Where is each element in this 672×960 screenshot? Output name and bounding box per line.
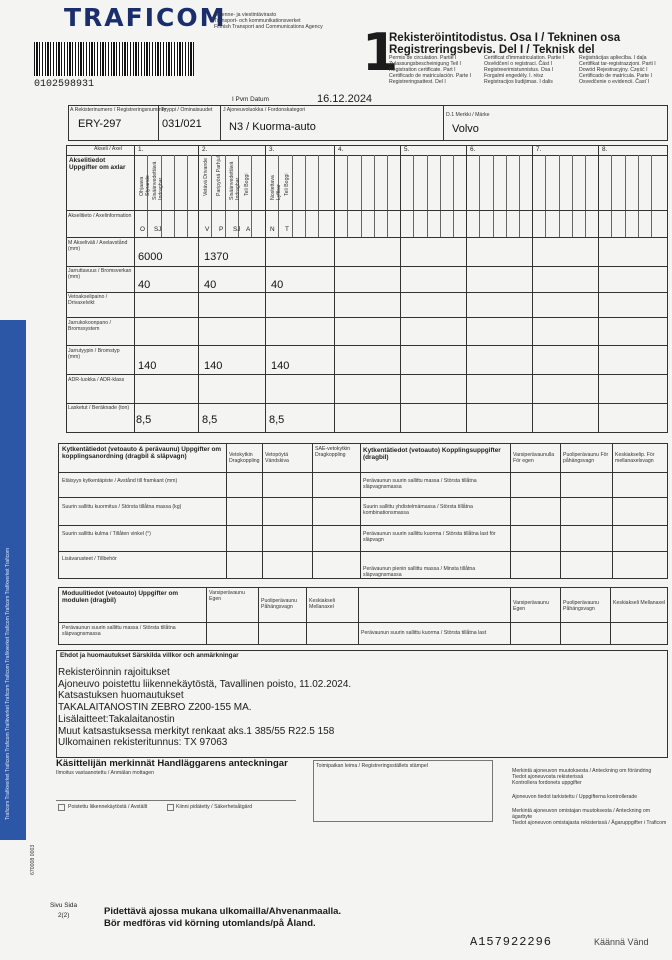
flag-v: V bbox=[205, 226, 210, 233]
axle-4-number: 4. bbox=[338, 146, 344, 153]
check2-label: Kiinni pidätetty / Säkerhetsåtgärd bbox=[176, 804, 253, 810]
coupling-col-e: Puoliperävaunu För påhängsvagn bbox=[563, 452, 609, 464]
row-label-brake-system: Jarrukokoonpano / Bromssystem bbox=[68, 320, 111, 332]
coupling-col-a: Vetokytkin Dragkoppling bbox=[229, 452, 260, 464]
col-liftable: Nostettava Lyftbar bbox=[270, 175, 282, 200]
module-right-col-c: Keskiakseli Mellanaxel bbox=[613, 600, 666, 606]
coupling-col-c: SAE-vetokytkin Dragkoppling bbox=[315, 446, 351, 458]
coupling-row-3: Suurin sallittu kulma / Tillåten vinkel (°) bbox=[62, 531, 151, 537]
page-label: Sivu Sida bbox=[50, 902, 77, 909]
axle-subcolumn-line bbox=[361, 155, 362, 237]
handler-title: Käsittelijän merkinnät Handläggarens anteckningar bbox=[56, 758, 288, 769]
axle-subcolumn-line bbox=[174, 155, 175, 237]
serial-number: A157922296 bbox=[470, 935, 553, 949]
axle-6-number: 6. bbox=[470, 146, 476, 153]
axle-subcolumn-line bbox=[545, 155, 546, 237]
coupling-col-f: Keskiakselip. För mellanaxelsvagn bbox=[615, 452, 655, 464]
carry-sv: Bör medföras vid körning utomlands/på Åland. bbox=[104, 918, 316, 929]
a-label: A Rekisterinumero / Registreringsnummer bbox=[70, 107, 167, 113]
axle-subcolumn-line bbox=[211, 155, 212, 237]
axle-subcolumn-line bbox=[453, 155, 454, 237]
axle-header-label: Akseli / Axel bbox=[94, 146, 122, 152]
axle-subcolumn-line bbox=[625, 155, 626, 237]
axle-subcolumn-line bbox=[506, 155, 507, 237]
axle-section-title: Akselitiedot Uppgifter om axlar bbox=[69, 157, 126, 172]
note-line-3: Katsastuksen huomautukset bbox=[58, 690, 184, 702]
d1-label: D.1 Merkki / Märke bbox=[446, 112, 490, 118]
col-bogie-2: Teli Boggi bbox=[284, 173, 290, 196]
vehicle-category: N3 / Kuorma-auto bbox=[229, 121, 316, 133]
coupling-right-row-2: Suurin sallittu yhdistelmämassa / Största tillåtna kombinationsmassa bbox=[363, 504, 473, 516]
col-steering: Ohjaava Styrande bbox=[139, 175, 151, 196]
handler-sub: Ilmoitus vastaanotettu / Anmälan mottagen bbox=[56, 770, 155, 776]
traficom-logo: TRAFICOM bbox=[64, 3, 227, 32]
coupling-title: Kytkentätiedot (vetoauto & perävaunu) Uppgifter om kopplingsanordning (dragbil & släpvagn) bbox=[62, 446, 222, 461]
module-row-1: Perävaunun suurin sallittu massa / Största tillåtna släpvagnsmassa bbox=[62, 625, 176, 637]
coupling-row-1: Etäisyys kytkentäpiste / Avstånd till framkant (mm) bbox=[62, 478, 178, 484]
axle-subcolumn-line bbox=[292, 155, 293, 237]
logo-subtitle: Liikenne- ja viestintävirasto Transport- och kommunikationsverket Finnish Transport and Communications Agency bbox=[214, 12, 323, 30]
module-col-a: Varsiperävaunu Egen bbox=[209, 590, 245, 602]
axle-subcolumn-line bbox=[585, 155, 586, 237]
axle-subcolumn-line bbox=[225, 155, 226, 237]
coupling-row-4: Lisävarusteet / Tillbehör bbox=[62, 556, 117, 562]
notes-lines bbox=[58, 667, 351, 749]
brake-axle-1: 140 bbox=[138, 360, 157, 372]
axle-subcolumn-line bbox=[519, 155, 520, 237]
flag-sj: SJ bbox=[154, 226, 162, 233]
axle-1-number: 1. bbox=[138, 146, 144, 153]
coupling-col-b: Vetopöytä Vändskiva bbox=[265, 452, 289, 464]
axle-subcolumn-line bbox=[440, 155, 441, 237]
axle-subcolumn-line bbox=[427, 155, 428, 237]
module-title: Moduulitiedot (vetoauto) Uppgifter om modulen (dragbil) bbox=[62, 590, 179, 605]
strip-text: Traficom Trafikverket Traficom Traficom Trafikverket Traficom Traficom Trafikverket Traficom Traficom Trafikverket Traficom bbox=[5, 547, 11, 820]
axle-subcolumn-line bbox=[493, 155, 494, 237]
axle-subcolumn-line bbox=[559, 155, 560, 237]
brake-axle-2: 140 bbox=[204, 360, 223, 372]
coupling-right-row-1: Perävaunun suurin sallittu massa / Största tillåtna släpvagnsmassa bbox=[363, 478, 477, 490]
axle-3-number: 3. bbox=[269, 146, 275, 153]
axle-subcolumn-line bbox=[572, 155, 573, 237]
axle-subcolumn-line bbox=[611, 155, 612, 237]
flag-a: A bbox=[246, 226, 251, 233]
date-label: I Pvm Datum bbox=[232, 96, 269, 103]
check1-label: Poistettu liikennekäytöstä / Avställt bbox=[68, 804, 148, 810]
note-line-7: Ulkomainen rekisteritunnus: TX 97063 bbox=[58, 737, 228, 749]
axle-subcolumn-line bbox=[347, 155, 348, 237]
brake-axle-3: 140 bbox=[271, 360, 290, 372]
row-label-brake-type: Jarrutyypin / Bromstyp (mm) bbox=[68, 348, 120, 360]
load-axle-2: 8,5 bbox=[202, 414, 218, 426]
model-label: Tyyppi / Ominaisuudet bbox=[161, 107, 213, 113]
module-col-b: Puoliperävaunu Påhängsvagn bbox=[261, 598, 298, 610]
barcode bbox=[34, 42, 194, 76]
note-line-5: Lisälaitteet:Takalaitanostin bbox=[58, 713, 175, 725]
side-code: 670008 0003 bbox=[30, 844, 36, 875]
track-axle-2: 40 bbox=[204, 279, 217, 291]
col-retractable: Sisäänvedettävä Indragbar bbox=[152, 161, 164, 200]
axle-subcolumn-line bbox=[638, 155, 639, 237]
flag-n: N bbox=[270, 226, 275, 233]
module-row-2: Perävaunun suurin sallittu kuorma / Största tillåtna last bbox=[361, 630, 487, 636]
language-titles: Permis de circulation. Partie I Zulassungsbescheinigung Teil I Registration certificate. Part I Certificado de matriculación. Parte I Registreringsattest. Del I Certificat d'immatriculation. Partie I Osvědčení o registraci. Část I Registreerimistunnistus. Osa I Forgalmi engedély. I. rész Registracijos liudijimas. I dalis Reģistrācijas apliecība. I daļa Certifikat tar-registrazzjoni. Parti I Dowód Rejestracyjny. Część I Certificado de matrícula. Parte I Osvedčenie o evidencii. Časť I bbox=[389, 55, 656, 85]
stamp-label: Toimipaikan leima / Registreringsställets stämpel bbox=[316, 763, 428, 769]
flag-sj-2: SJ bbox=[233, 226, 241, 233]
notes-title: Ehdot ja huomautukset Särskilda villkor och anmärkningar bbox=[60, 652, 239, 659]
col-bogie: Teli Boggi bbox=[244, 173, 250, 196]
coupling-right-row-3: Perävaunun suurin sallittu kuorma / Största tillåtna last för släpvagn bbox=[363, 531, 496, 543]
carry-fi: Pidettävä ajossa mukana ulkomailla/Ahvenanmaalla. bbox=[104, 906, 342, 917]
track-axle-1: 40 bbox=[138, 279, 151, 291]
wheelbase-axle-2: 1370 bbox=[204, 251, 229, 263]
axle-subcolumn-line bbox=[374, 155, 375, 237]
stamp-box bbox=[313, 760, 493, 822]
row-label-wheelbase: M Akseliväli / Axelavstånd (mm) bbox=[68, 240, 128, 252]
coupling-right-row-4: Perävaunun pienin sallittu massa / Minsta tillåtna släpvagnsmassa bbox=[363, 566, 476, 578]
security-strip bbox=[0, 320, 26, 840]
axle-subcolumn-line bbox=[305, 155, 306, 237]
note-line-6: Muut katsastuksessa merkityt renkaat aks.1 385/55 R22.5 158 bbox=[58, 725, 335, 737]
module-col-c: Keskiakseli Mellanaxel bbox=[309, 598, 335, 610]
row-label-adr: ADR-luokka / ADR-klass bbox=[68, 377, 125, 383]
j-label: J Ajoneuvoluokka / Fordonskategori bbox=[223, 107, 306, 113]
axle-subcolumn-line bbox=[318, 155, 319, 237]
module-right-col-a: Varsiperävaunu Egen bbox=[513, 600, 549, 612]
row-label-drive-axle: Vetoakselipaino / Drivaxelvikt bbox=[68, 294, 108, 306]
barcode-number: 0102598931 bbox=[34, 79, 95, 90]
handler-right-text: Merkintä ajoneuvon muutoksesta / Anteckning om förändring Tiedot ajoneuvosta rekisterissä Kontrollera fordonets uppgifter Ajoneuvon tiedot tarkistettu / Uppgifterna kontrollerade Merkintä ajoneuvon omistajan muutoksesta / Anteckning om ägarbyte Tiedot ajoneuvon omistajasta rekisterissä / Ägaruppgifter i Traficom bbox=[512, 768, 667, 826]
coupling-col-d: Varsiperävaunulla För egen bbox=[513, 452, 555, 464]
wheelbase-axle-1: 6000 bbox=[138, 251, 163, 263]
axle-subcolumn-line bbox=[413, 155, 414, 237]
coupling-row-2: Suurin sallittu kuormitus / Största tillåtna massa (kg) bbox=[62, 504, 182, 510]
date-value: 16.12.2024 bbox=[317, 93, 373, 105]
part-number: 1 bbox=[362, 23, 399, 83]
axle-7-number: 7. bbox=[536, 146, 542, 153]
note-line-4: TAKALAITANOSTIN ZEBRO Z200-155 MA. bbox=[58, 702, 252, 714]
avstallt-checkbox[interactable] bbox=[58, 804, 65, 811]
axle-2-number: 2. bbox=[202, 146, 208, 153]
axle-subcolumn-line bbox=[251, 155, 252, 237]
flag-t: T bbox=[285, 226, 289, 233]
load-axle-1: 8,5 bbox=[136, 414, 152, 426]
track-axle-3: 40 bbox=[271, 279, 284, 291]
model-value: 031/021 bbox=[162, 118, 202, 130]
note-line-1: Rekisteröinnin rajoitukset bbox=[58, 667, 170, 678]
page-value: 2(2) bbox=[58, 912, 70, 919]
col-twin-wheel: Paripyörä Parhjul bbox=[216, 156, 222, 196]
axle-subcolumn-line bbox=[479, 155, 480, 237]
note-line-2: Ajoneuvo poistettu liikennekäytöstä, Tavallinen poisto, 11.02.2024. bbox=[58, 678, 352, 690]
axle-subcolumn-line bbox=[651, 155, 652, 237]
axle-subcolumn-line bbox=[387, 155, 388, 237]
make-value: Volvo bbox=[452, 123, 479, 135]
row-label-track: Jarruttavuus / Bromsverkan (mm) bbox=[68, 268, 132, 280]
seized-checkbox[interactable] bbox=[167, 804, 174, 811]
module-right-col-b: Puoliperävaunu Påhängsvagn bbox=[563, 600, 600, 612]
load-axle-3: 8,5 bbox=[269, 414, 285, 426]
row-label-calculated: Lasketut / Beräknade (ton) bbox=[68, 405, 130, 411]
axle-subcolumn-line bbox=[187, 155, 188, 237]
turn-label: Käännä Vänd bbox=[594, 937, 649, 947]
row-label-axle-info: Akselitieto / Axelinformation bbox=[68, 213, 132, 219]
document-title: Rekisteröintitodistus. Osa I / Tekninen osa Registreringsbevis. Del I / Teknisk del bbox=[389, 32, 621, 56]
axle-8-number: 8. bbox=[602, 146, 608, 153]
coupling-right-title: Kytkentätiedot (vetoauto) Kopplingsuppgifter (dragbil) bbox=[363, 447, 501, 462]
flag-o: O bbox=[140, 226, 145, 233]
axle-5-number: 5. bbox=[404, 146, 410, 153]
col-driving: Vetävä Drivande bbox=[203, 157, 209, 196]
registration-number: ERY-297 bbox=[78, 118, 122, 130]
flag-p: P bbox=[219, 226, 224, 233]
col-retractable-2: Sisäänvedettävä Indragbar bbox=[229, 161, 241, 200]
